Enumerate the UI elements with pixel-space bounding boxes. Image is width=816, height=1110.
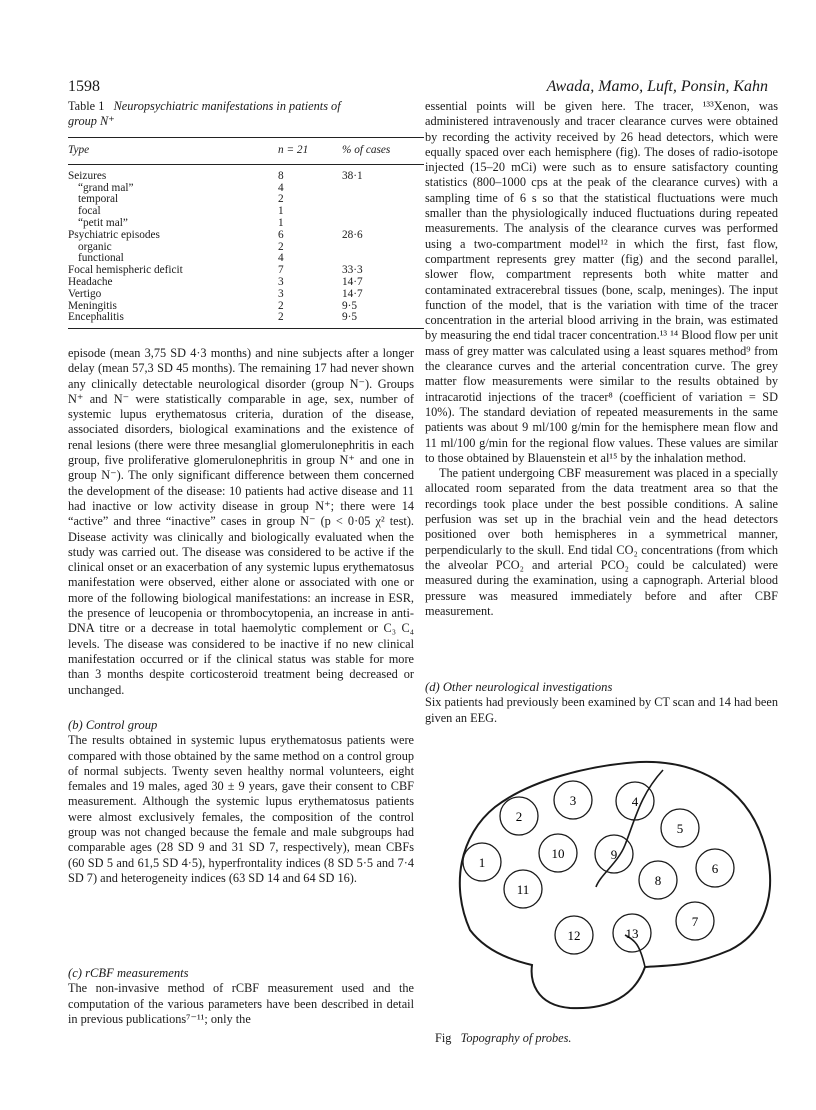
probe-6 [696, 849, 734, 887]
table-row: functional 4 [78, 252, 284, 265]
svg-text:10: 10 [551, 846, 565, 861]
probe-7 [676, 902, 714, 940]
svg-text:2: 2 [515, 809, 523, 824]
svg-text:9: 9 [610, 847, 618, 862]
probe-2 [500, 797, 538, 835]
svg-text:13: 13 [625, 926, 639, 941]
paragraph-control-group: The results obtained in systemic lupus erythematosus patients were compared with those obtained by the same method on a control group of normal subjects. Twenty seven healthy normal volunteers, eight females and 19 males, aged 30 ± 9 years, gave their consent to CBF measurement. Although the systemic lupus erythematosus patients were almost exclusively females, the composition of the control group was not changed because the female and male subgroups had comparable ages (28 SD 9 and 31 SD 7, respectively), mean CBFs (60 SD 5 and 61,5 SD 4·5), hyperfrontality indices (8 SD 5·5 and 7·4 SD 7) and heterogeneity indices (63 SD 14 and 64 SD 16). [68, 733, 414, 885]
paragraph-rcbf: The non-invasive method of rCBF measurement used and the computation of the various parameters have been described in detail in previous publications⁷⁻¹¹; only the [68, 981, 414, 1026]
table-1 [68, 137, 424, 329]
svg-text:6: 6 [711, 861, 719, 876]
table-row: Psychiatric episodes 6 28·6 [68, 228, 363, 241]
table-caption-line2: group N⁺ [68, 114, 115, 129]
table-caption [68, 99, 414, 130]
paragraph-patients: episode (mean 3,75 SD 4·3 months) and nine subjects after a longer delay (mean 57,3 SD 45 months). The remaining 17 had never shown any clinically detectable neurological disorder (group N⁻). Groups N⁺ and N⁻ were statistically comparable in age, sex, number of systemic lupus erythematosus criteria, duration of the disease, associated disorders, biological examinations and the existence of renal lesions (there were three mesanglial glomerulonephritis in each group, five proliferative glomerulonephritis in group N⁺ and one in group N⁻). The only significant difference between them concerned the development of the disease: 10 patients had active disease and 11 had inactive or low activity disease in group N⁺; there were 14 “active” and three “inactive” cases in group N⁻ (p < 0·05 χ² test). Disease activity was clinically and biologically evaluated when the study was carried out. The disease was considered to be active if the clinical onset or an exacerbation of any systemic lupus erythematosus manifestation were observed, either alone or associated with one or more of the following biological manifestations: an increase in ESR, the presence of leucopenia or thrombocytopenia, an increase in anti-DNA titre or a decrease in total haemolytic complement or C₃ C₄ levels. The disease was considered to be inactive if no new clinical manifestation occurred or if the clinical status was stable for more than 3 months despite corticosteroid treatment being decreased or unchanged. [68, 346, 414, 697]
probe-5 [661, 809, 699, 847]
probe-13 [613, 914, 651, 952]
probe-4 [616, 782, 654, 820]
left-column [68, 346, 414, 698]
probe-10 [539, 834, 577, 872]
svg-text:1: 1 [478, 855, 486, 870]
heading-control-group: (b) Control group [68, 718, 158, 732]
table-row: focal 1 [78, 205, 284, 218]
probe-1 [463, 843, 501, 881]
central-sulcus-line [596, 770, 663, 887]
svg-text:12: 12 [567, 928, 581, 943]
table-row: Seizures 8 38·1 [68, 169, 363, 182]
svg-text:8: 8 [654, 873, 662, 888]
svg-text:11: 11 [516, 882, 530, 897]
table-row: Meningitis 2 9·5 [68, 299, 358, 312]
paragraph-method: essential points will be given here. The tracer, ¹³³Xenon, was administered intravenously and tracer clearance curves were obtained by recording the activity received by 26 head detectors, which were equally spaced over each hemisphere (fig). The doses of radio-isotope injected (15–20 mCi) were such as to ensure satisfactory counting statistics (800–1000 cps at the peak of the clearance curves) with a sampling time of 6 s so that the statistical fluctuations were much smaller than the physiologically induced fluctuations during repeated measurements. The analysis of the clearance curves was performed using a two-compartment model¹² in which the first, fast flow, compartment represents grey matter (fig) and the second parallel, slower flow, compartment represents both white matter and contaminated extracerebral tissues (bone, scalp, meninges). The input function of the model, that is the variation with time of the tracer concentration in the arterial blood arriving in the brain, was estimated by measuring the end tidal tracer concentration.¹³ ¹⁴ Blood flow per unit mass of grey matter was calculated using a least squares method⁹ from the clearance curves and the arterial concentration curve. The grey matter flow measurements were similar to the results obtained by intracarotid injections of the tracer⁸ (coefficient of variation = SD 10%). The standard deviation of repeated measurements in the same patients was about 9 ml/100 g/min for the hemisphere mean flow and 11 ml/100 g/min for the regional flow values. These values are similar to those obtained by Blauenstein et al¹⁵ by the inhalation method. [425, 99, 778, 465]
paragraph-procedure: The patient undergoing CBF measurement was placed in a specially allocated room separated from the data treatment area so that the recordings took place under the best possible conditions. A saline perfusion was set up in the brachial vein and the head detectors positioned over both hemispheres in a symmetrical manner, perpendicularly to the skull. End tidal CO₂ concentrations (from which the alveolar PCO₂ and arterial PCO₂ could be calculated) were measured during the examination, using a capnograph. Arterial blood pressure was measured immediately before and after CBF measurement. [425, 466, 778, 618]
table-row: Headache 3 14·7 [68, 275, 363, 288]
probe-3 [554, 781, 592, 819]
section-other-investigations [425, 680, 778, 726]
table-caption-line1: Neuropsychiatric manifestations in patients of [113, 99, 341, 113]
right-column [425, 99, 778, 619]
table-row: Encephalitis 2 9·5 [68, 312, 424, 328]
col-header-type: Type [68, 138, 278, 165]
svg-text:7: 7 [691, 914, 699, 929]
svg-text:4: 4 [631, 794, 639, 809]
table-row: Focal hemispheric deficit 7 33·3 [68, 264, 363, 277]
figure-caption-text: Topography of probes. [460, 1031, 572, 1045]
table-label: Table 1 [68, 99, 105, 113]
figure-caption [435, 1031, 571, 1046]
col-header-n: n = 21 [278, 138, 342, 165]
running-header-authors: Awada, Mamo, Luft, Ponsin, Kahn [546, 78, 768, 95]
figure-caption-label: Fig [435, 1031, 452, 1045]
svg-text:3: 3 [569, 793, 577, 808]
paragraph-other-investigations: Six patients had previously been examined by CT scan and 14 had been given an EEG. [425, 695, 778, 725]
col-header-pct: % of cases [342, 138, 424, 165]
probe-8 [639, 861, 677, 899]
heading-other-investigations: (d) Other neurological investigations [425, 680, 613, 694]
heading-rcbf: (c) rCBF measurements [68, 966, 189, 980]
probe-topography-figure [440, 735, 780, 1020]
table-row: organic 2 [78, 240, 284, 253]
probe-11 [504, 870, 542, 908]
probe-12 [555, 916, 593, 954]
section-rcbf [68, 966, 414, 1027]
svg-text:5: 5 [676, 821, 684, 836]
page-number: 1598 [68, 78, 100, 95]
table-row: Vertigo 3 14·7 [68, 287, 363, 300]
probe-9 [595, 835, 633, 873]
section-control-group [68, 718, 414, 886]
table-row: temporal 2 [78, 193, 284, 206]
table-row: “grand mal” 4 [78, 181, 284, 194]
table-row: “petit mal” 1 [78, 216, 284, 229]
